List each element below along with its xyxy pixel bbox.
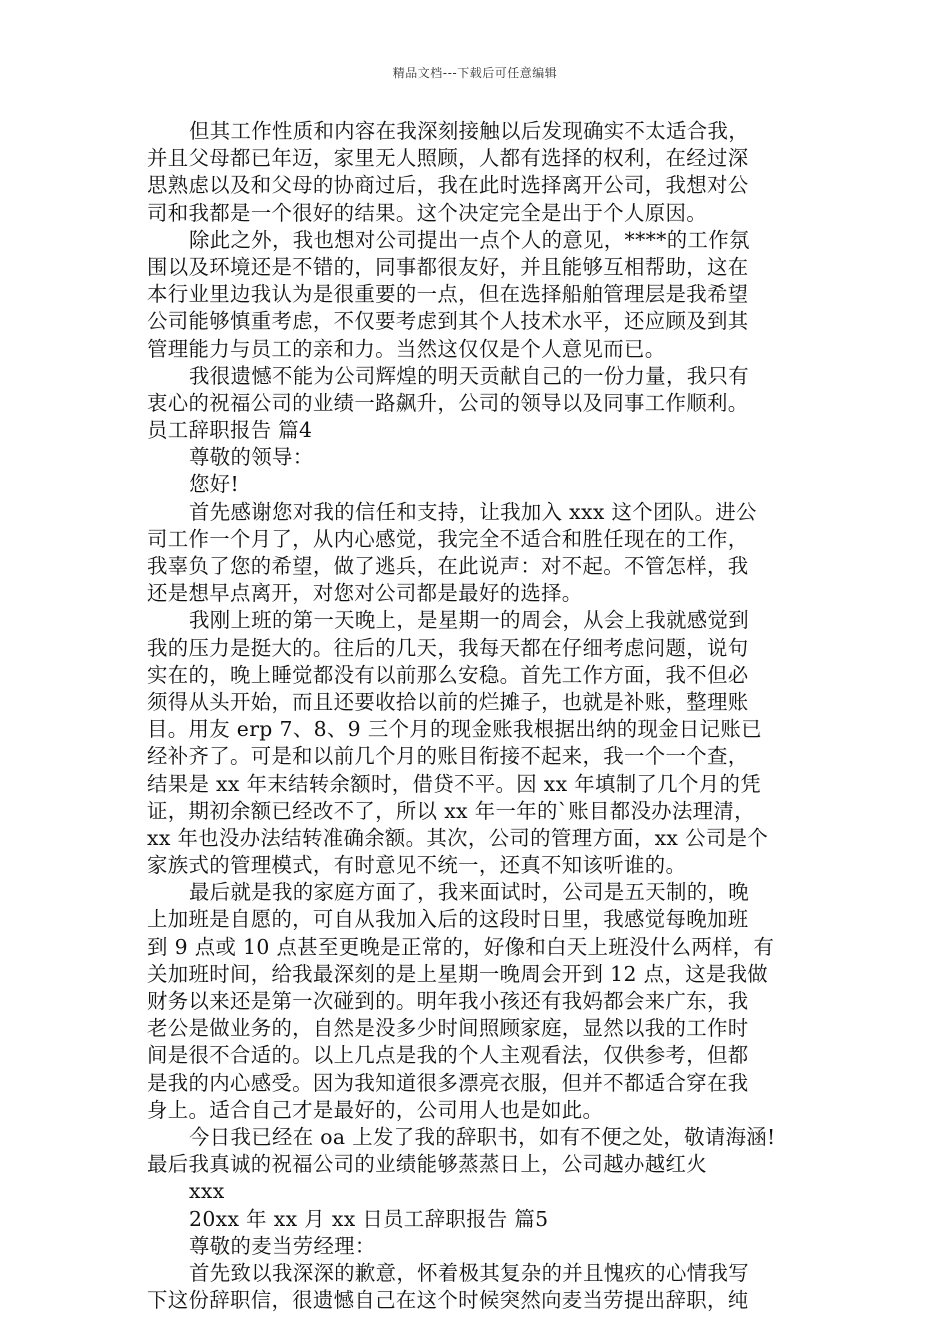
text-line: 我刚上班的第一天晚上，是星期一的周会，从会上我就感觉到 bbox=[189, 608, 749, 633]
text-line: 首先感谢您对我的信任和支持，让我加入 xxx 这个团队。进公 bbox=[189, 499, 757, 524]
text-line: xx 年也没办法结转准确余额。其次，公司的管理方面，xx 公司是个 bbox=[147, 825, 769, 850]
text-line: 结果是 xx 年末结转余额时，借贷不平。因 xx 年填制了几个月的凭 bbox=[147, 771, 761, 796]
text-line: 但其工作性质和内容在我深刻接触以后发现确实不太适合我， bbox=[189, 119, 749, 143]
text-line: 司和我都是一个很好的结果。这个决定完全是出于个人原因。 bbox=[147, 200, 707, 225]
text-line: 首先致以我深深的歉意，怀着极其复杂的并且愧疚的心情我写 bbox=[189, 1260, 749, 1285]
text-line: 除此之外，我也想对公司提出一点个人的意见，****的工作氛 bbox=[189, 227, 750, 252]
page-header: 精品文档---下载后可任意编辑 bbox=[392, 66, 558, 80]
text-line: 我辜负了您的希望，做了逃兵，在此说声：对不起。不管怎样，我 bbox=[147, 554, 749, 578]
text-line: 今日我已经在 oa 上发了我的辞职书，如有不便之处，敬请海涵! bbox=[189, 1124, 776, 1149]
text-line: 财务以来还是第一次碰到的。明年我小孩还有我妈都会来广东，我 bbox=[147, 989, 749, 1013]
text-line: 实在的，晚上睡觉都没有以前那么安稳。首先工作方面，我不但必 bbox=[147, 662, 749, 687]
text-line: 最后我真诚的祝福公司的业绩能够蒸蒸日上，公司越办越红火 bbox=[147, 1152, 707, 1177]
text-line: 上加班是自愿的，可自从我加入后的这段时日里，我感觉每晚加班 bbox=[147, 907, 749, 932]
text-line: 员工辞职报告 篇4 bbox=[147, 418, 313, 443]
text-line: 证，期初余额已经改不了，所以 xx 年一年的`账目都没办法理清， bbox=[147, 798, 755, 823]
text-line: 衷心的祝福公司的业绩一路飙升，公司的领导以及同事工作顺利。 bbox=[147, 390, 749, 415]
text-line: 尊敬的麦当劳经理： bbox=[189, 1233, 376, 1258]
document-body bbox=[147, 118, 807, 1314]
text-line: 我的压力是挺大的。往后的几天，我每天都在仔细考虑问题，说句 bbox=[147, 635, 749, 660]
text-line: 间是很不合适的。以上几点是我的个人主观看法，仅供参考，但都 bbox=[147, 1043, 749, 1068]
text-line: xxx bbox=[189, 1179, 225, 1204]
text-line: 我很遗憾不能为公司辉煌的明天贡献自己的一份力量，我只有 bbox=[189, 363, 749, 388]
text-line: 老公是做业务的，自然是没多少时间照顾家庭，显然以我的工作时 bbox=[147, 1016, 749, 1041]
text-line: 20xx 年 xx 月 xx 日员工辞职报告 篇5 bbox=[189, 1206, 549, 1231]
text-line: 到 9 点或 10 点甚至更晚是正常的，好像和白天上班没什么两样，有 bbox=[147, 934, 775, 959]
text-line: 关加班时间，给我最深刻的是上星期一晚周会开到 12 点，这是我做 bbox=[147, 961, 769, 986]
text-line: 是我的内心感受。因为我知道很多漂亮衣服，但并不都适合穿在我 bbox=[147, 1070, 749, 1095]
text-line: 思熟虑以及和父母的协商过后，我在此时选择离开公司，我想对公 bbox=[147, 173, 749, 198]
text-line: 还是想早点离开，对您对公司都是最好的选择。 bbox=[147, 581, 583, 606]
text-line: 家族式的管理模式，有时意见不统一，还真不知该听谁的。 bbox=[147, 853, 687, 878]
text-line: 本行业里边我认为是很重要的一点，但在选择船舶管理层是我希望 bbox=[147, 282, 749, 307]
text-line: 须得从头开始，而且还要收拾以前的烂摊子，也就是补账，整理账 bbox=[147, 689, 749, 714]
text-line: 经补齐了。可是和以前几个月的账目衔接不起来，我一个一个查， bbox=[147, 744, 749, 769]
text-line: 尊敬的领导： bbox=[189, 445, 314, 470]
text-line: 身上。适合自己才是最好的，公司用人也是如此。 bbox=[147, 1097, 604, 1122]
text-line: 司工作一个月了，从内心感觉，我完全不适合和胜任现在的工作， bbox=[147, 526, 749, 551]
text-line: 下这份辞职信，很遗憾自己在这个时候突然向麦当劳提出辞职，纯 bbox=[147, 1288, 749, 1313]
text-line: 最后就是我的家庭方面了，我来面试时，公司是五天制的，晚 bbox=[189, 880, 749, 905]
text-line: 围以及环境还是不错的，同事都很友好，并且能够互相帮助，这在 bbox=[147, 254, 749, 279]
text-line: 目。用友 erp 7、8、9 三个月的现金账我根据出纳的现金日记账已 bbox=[147, 717, 762, 742]
text-line: 并且父母都已年迈，家里无人照顾，人都有选择的权利，在经过深 bbox=[147, 146, 749, 171]
text-line: 公司能够慎重考虑，不仅要考虑到其个人技术水平，还应顾及到其 bbox=[147, 309, 749, 334]
text-line: 管理能力与员工的亲和力。当然这仅仅是个人意见而已。 bbox=[147, 336, 666, 361]
text-line: 您好! bbox=[189, 472, 240, 497]
